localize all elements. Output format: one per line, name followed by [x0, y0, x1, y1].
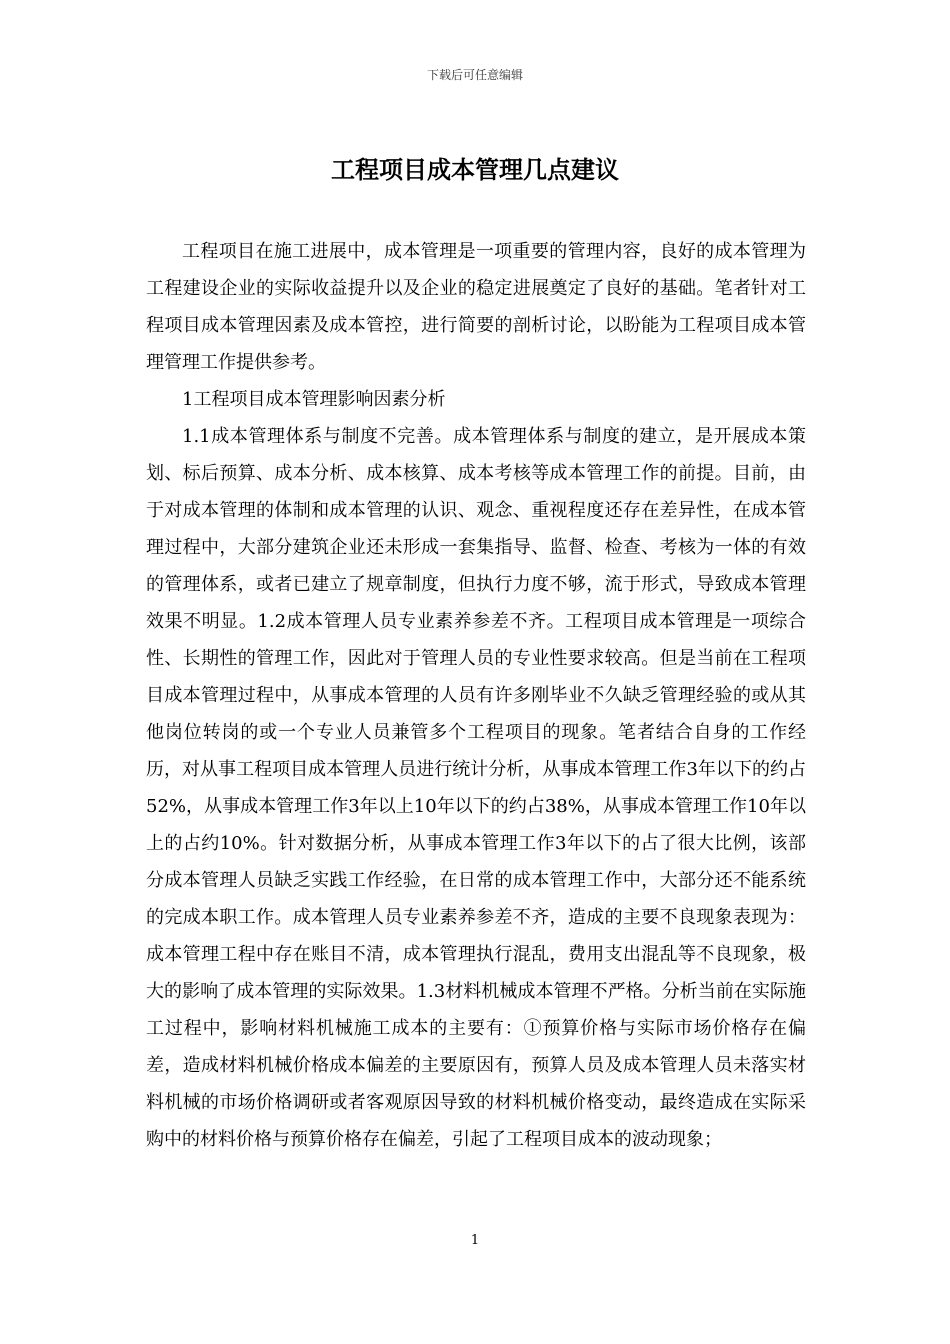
intro-paragraph: 工程项目在施工进展中，成本管理是一项重要的管理内容，良好的成本管理为工程建设企业的实际收益提升以及企业的稳定进展奠定了良好的基础。笔者针对工程项目成本管理因素及成本管控，进行简要的剖析讨论，以盼能为工程项目成本管理管理工作提供参考。	[146, 241, 806, 373]
document-body	[146, 233, 806, 1158]
page-number: 1	[470, 1233, 480, 1248]
section-1-paragraph: 1.1成本管理体系与制度不完善。成本管理体系与制度的建立，是开展成本策划、标后预算、成本分析、成本核算、成本考核等成本管理工作的前提。目前，由于对成本管理的体制和成本管理的认识、观念、重视程度还存在差异性，在成本管理过程中，大部分建筑企业还未形成一套集指导、监督、检查、考核为一体的有效的管理体系，或者已建立了规章制度，但执行力度不够，流于形式，导致成本管理效果不明显。1.2成本管理人员专业素养参差不齐。工程项目成本管理是一项综合性、长期性的管理工作，因此对于管理人员的专业性要求较高。但是当前在工程项目成本管理过程中，从事成本管理的人员有许多刚毕业不久缺乏管理经验的或从其他岗位转岗的或一个专业人员兼管多个工程项目的现象。笔者结合自身的工作经历，对从事工程项目成本管理人员进行统计分析，从事成本管理工作3年以下的约占52%，从事成本管理工作3年以上10年以下的约占38%，从事成本管理工作10年以上的占约10%。针对数据分析，从事成本管理工作3年以下的占了很大比例，该部分成本管理人员缺乏实践工作经验，在日常的成本管理工作中，大部分还不能系统的完成本职工作。成本管理人员专业素养参差不齐，造成的主要不良现象表现为：成本管理工程中存在账目不清，成本管理执行混乱，费用支出混乱等不良现象，极大的影响了成本管理的实际效果。1.3材料机械成本管理不严格。分析当前在实际施工过程中，影响材料机械施工成本的主要有：①预算价格与实际市场价格存在偏差，造成材料机械价格成本偏差的主要原因有，预算人员及成本管理人员未落实材料机械的市场价格调研或者客观原因导致的材料机械价格变动，最终造成在实际采购中的材料价格与预算价格存在偏差，引起了工程项目成本的波动现象；	[146, 426, 806, 1150]
page-header-note: 下载后可任意编辑	[426, 68, 523, 82]
document-title: 工程项目成本管理几点建议	[331, 156, 619, 184]
section-heading-1: 1工程项目成本管理影响因素分析	[182, 389, 446, 410]
